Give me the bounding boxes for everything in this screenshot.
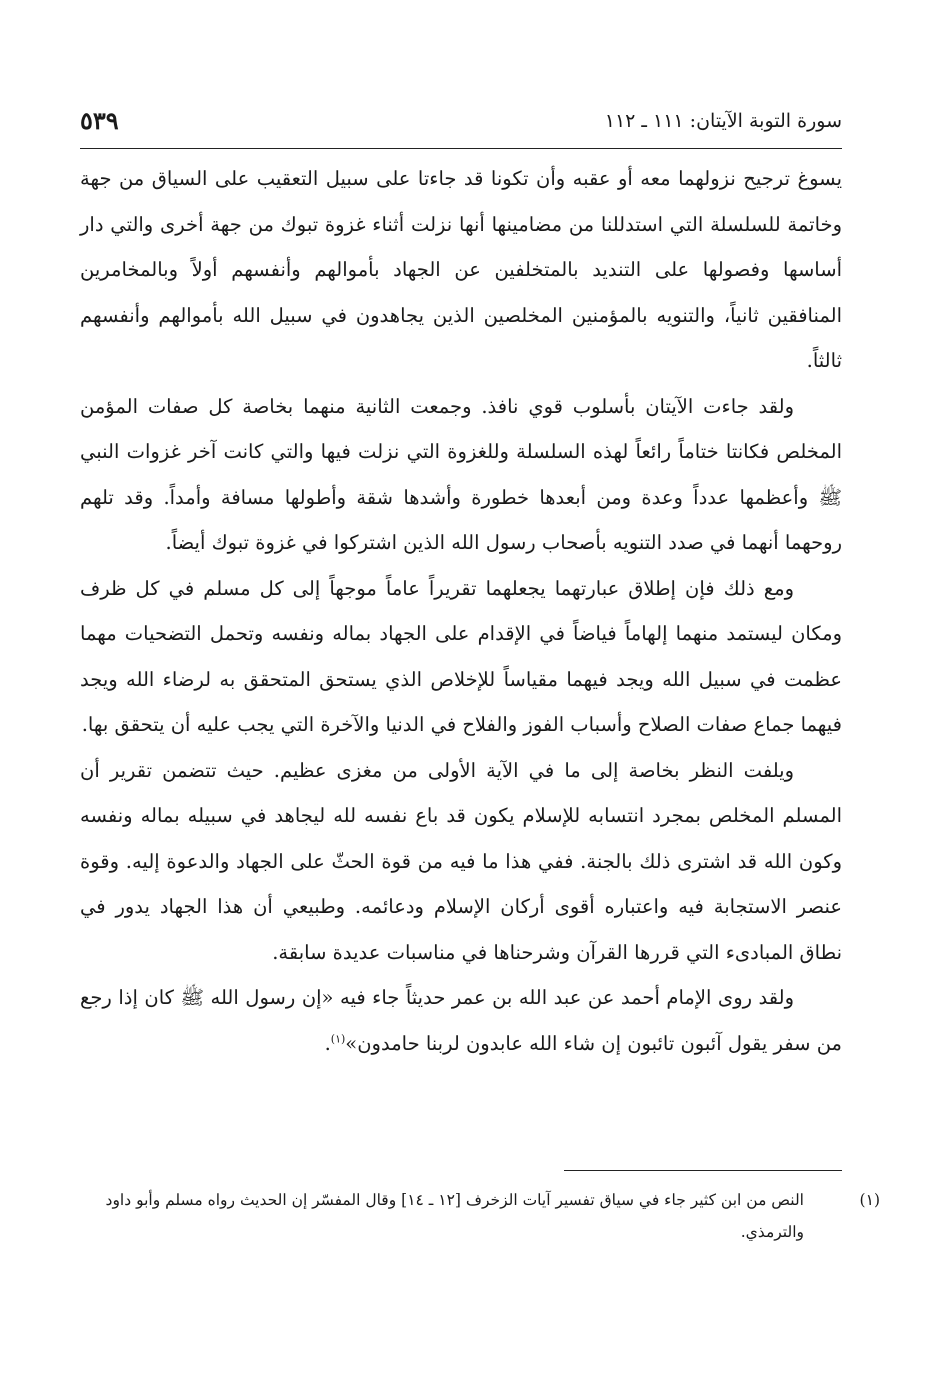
footnote-marker: (١) (859, 1191, 880, 1209)
paragraph-end-mark: . (324, 1031, 331, 1055)
paragraph-with-footnote-ref (80, 975, 842, 1066)
footnote (80, 1184, 880, 1248)
footnote-reference[interactable]: (١) (330, 1032, 346, 1045)
paragraph-text: ولقد روى الإمام أحمد عن عبد الله بن عمر حديثاً جاء فيه «إن رسول الله ﷺ كان إذا رجع من سفر يقول آئبون تائبون إن شاء الله عابدون لربنا حامدون» (80, 986, 842, 1055)
paragraph: ومع ذلك فإن إطلاق عبارتهما يجعلهما تقريراً عاماً موجهاً إلى كل مسلم في كل ظرف ومكان ليستمد منهما إلهاماً فياضاً في الإقدام على الجهاد بماله ونفسه وتحمل التضحيات مهما عظمت في سبيل الله ويجد فيهما مقياساً للإخلاص الذي يستحق المتحقق به لرضاء الله ويجد فيهما جماع صفات الصلاح وأسباب الفوز والفلاح في الدنيا والآخرة التي يجب عليه أن يتحقق بها. (80, 576, 842, 736)
body-text (80, 156, 842, 1066)
header-rule (80, 148, 842, 149)
footnote-text: النص من ابن كثير جاء في سياق تفسير آيات الزخرف [١٢ ـ ١٤] وقال المفسّر إن الحديث رواه مسلم وأبو داود والترمذي. (105, 1191, 804, 1241)
header-title: سورة التوبة الآيتان: ١١١ ـ ١١٢ (604, 110, 842, 132)
footnote-rule (564, 1170, 842, 1171)
paragraph: ولقد جاءت الآيتان بأسلوب قوي نافذ. وجمعت الثانية منهما بخاصة كل صفات المؤمن المخلص فكانتا ختاماً رائعاً لهذه السلسلة وللغزوة التي نزلت فيها والتي كانت آخر غزوات النبي ﷺ وأعظمها عدداً وعدة ومن أبعدها خطورة وأشدها شقة وأطولها مسافة وأمداً. وقد تلهم روحهما أنهما في صدد التنويه بأصحاب رسول الله الذين اشتركوا في غزوة تبوك أيضاً. (80, 394, 842, 554)
paragraph: ويلفت النظر بخاصة إلى ما في الآية الأولى من مغزى عظيم. حيث تتضمن تقرير أن المسلم المخلص بمجرد انتسابه للإسلام يكون قد باع نفسه لله ليجاهد في سبيله بماله ونفسه وكون الله قد اشترى ذلك بالجنة. ففي هذا ما فيه من قوة الحثّ على الجهاد والدعوة إليه. وقوة عنصر الاستجابة فيه واعتباره أقوى أركان الإسلام ودعائمه. وطبيعي أن هذا الجهاد يدور في نطاق المبادىء التي قررها القرآن وشرحناها في مناسبات عديدة سابقة. (80, 758, 842, 964)
page-number: ٥٣٩ (80, 106, 119, 135)
paragraph: يسوغ ترجيح نزولهما معه أو عقبه وأن تكونا قد جاءتا على سبيل التعقيب على السياق من جهة وخاتمة للسلسلة التي استدللنا من مضامينها أنها نزلت أثناء غزوة تبوك من جهة أخرى والتي دار أساسها وفصولها على التنديد بالمتخلفين عن الجهاد بأموالهم وأنفسهم أولاً وبالمخامرين المنافقين ثانياً، والتنويه بالمؤمنين المخلصين الذين يجاهدون في سبيل الله بأموالهم وأنفسهم ثالثاً. (80, 167, 842, 372)
footnotes (80, 1184, 880, 1248)
running-header (80, 106, 842, 146)
